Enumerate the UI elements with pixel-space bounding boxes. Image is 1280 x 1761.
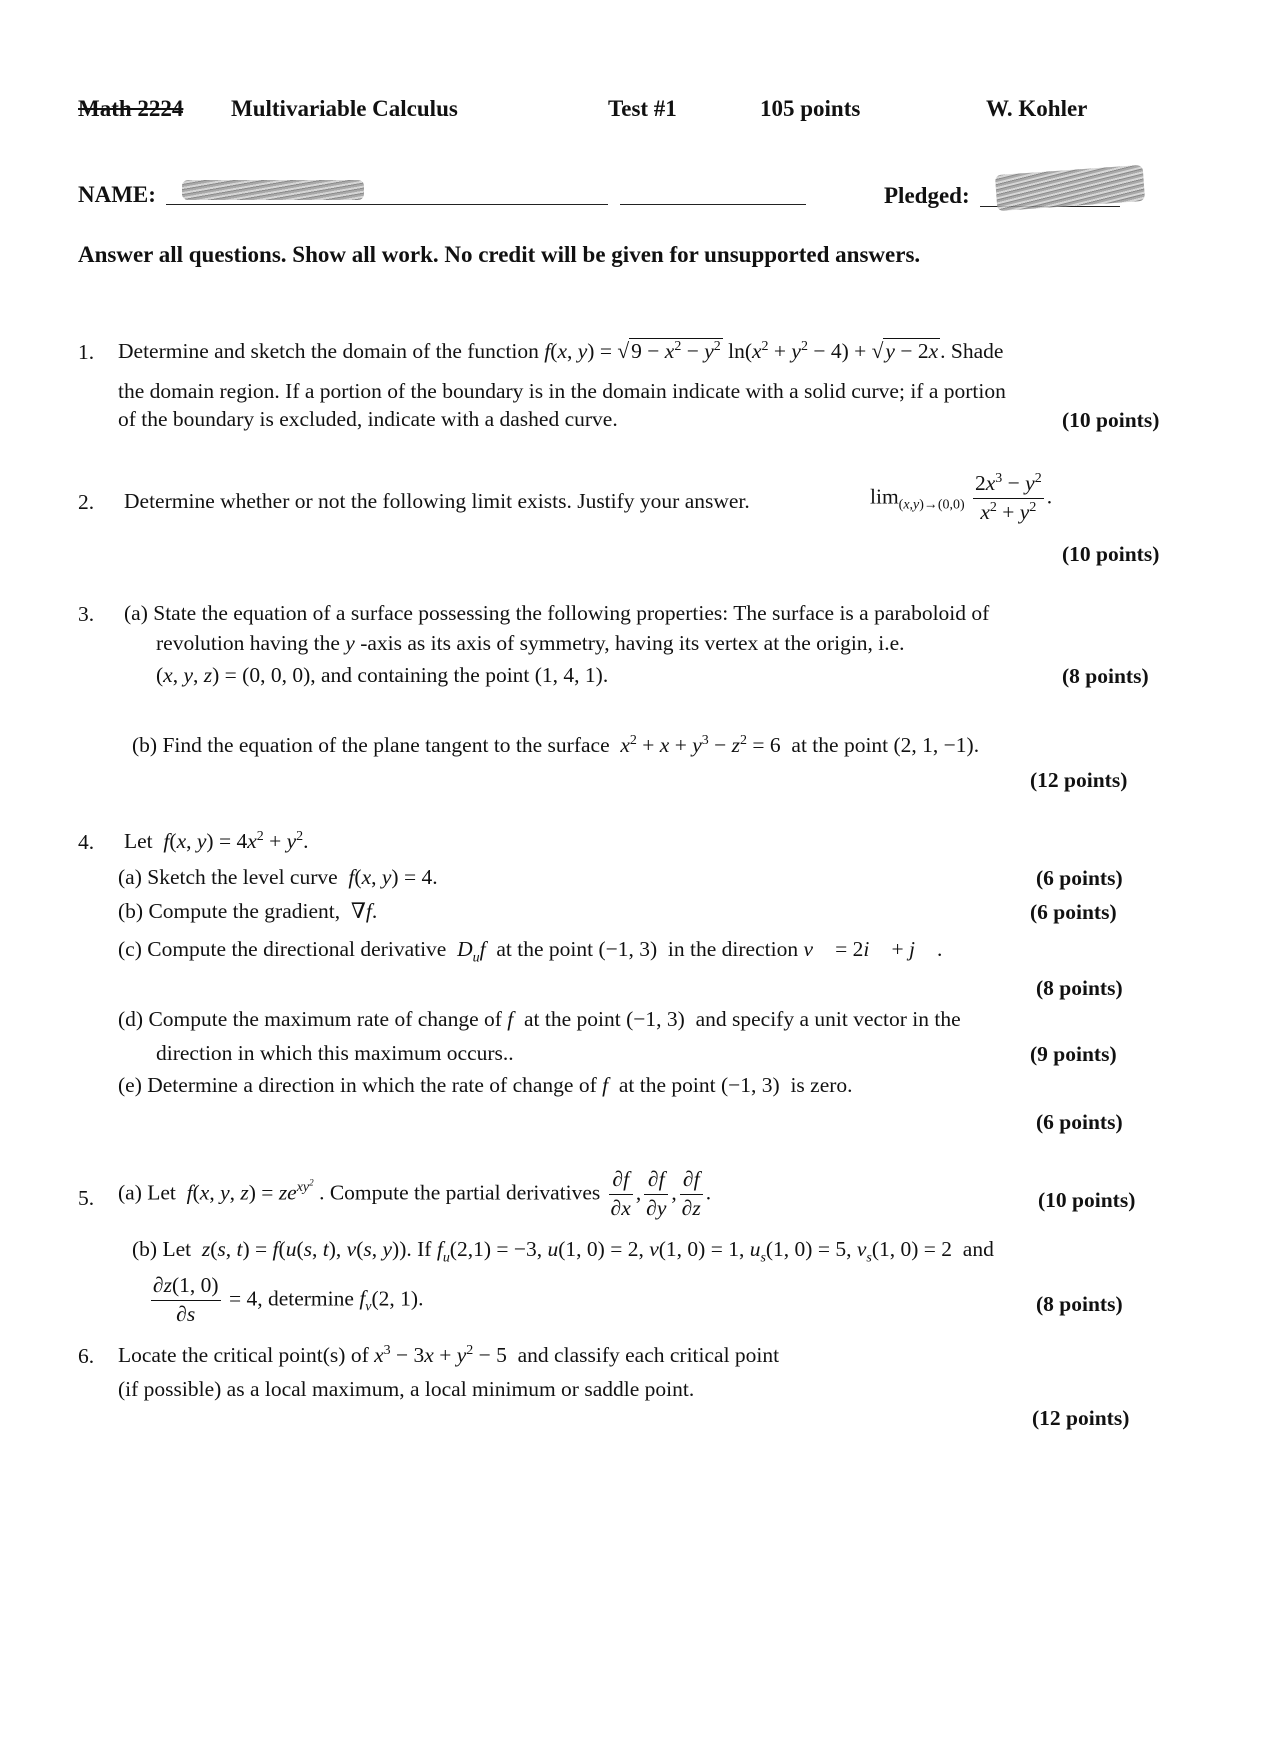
q4e-line: (e) Determine a direction in which the rate of change of f at the point (−1, 3) is zero.	[118, 1073, 853, 1097]
q1-line2: the domain region. If a portion of the boundary is in the domain indicate with a solid curve; if a portion	[118, 379, 1006, 403]
q6-points: (12 points)	[1032, 1406, 1130, 1430]
total-points: 105 points	[760, 96, 861, 121]
name-line-extension	[620, 204, 806, 205]
q4a-points: (6 points)	[1036, 866, 1123, 890]
q3a-line1: (a) State the equation of a surface possessing the following properties: The surface is a paraboloid of	[124, 601, 990, 625]
name-line	[166, 204, 608, 205]
q2-number: 2.	[78, 490, 95, 514]
q5-number: 5.	[78, 1186, 95, 1210]
q4d-line2: direction in which this maximum occurs..	[156, 1041, 514, 1065]
q1-number: 1.	[78, 340, 95, 364]
q2-text: Determine whether or not the following limit exists. Justify your answer.	[124, 489, 750, 513]
q1-points: (10 points)	[1062, 408, 1160, 432]
q4e-points: (6 points)	[1036, 1110, 1123, 1134]
q4b-points: (6 points)	[1030, 900, 1117, 924]
q5b-line2: $\frac{\partial z(1, 0)}{\partial s}$ = 4, determine $f_v(2$, 1).	[153, 1273, 424, 1326]
redacted-signature-scribble	[995, 165, 1145, 211]
q4-definition: Let f(x, $y) = 4x^2 + y^2$.	[124, 828, 309, 853]
instructor: W. Kohler	[986, 96, 1088, 121]
name-label: NAME:	[78, 182, 156, 207]
q3a-line2: revolution having the y -axis as its axis of symmetry, having its vertex at the origin, i.e.	[156, 631, 905, 655]
q4b-line: (b) Compute the gradient, ∇f.	[118, 899, 378, 923]
q4d-points: (9 points)	[1030, 1042, 1117, 1066]
test-number: Test #1	[608, 96, 677, 121]
q3a-line3: (x, y, z) = (0, 0, 0), and containing the point (1, 4, 1).	[156, 663, 609, 687]
q3b-points: (12 points)	[1030, 768, 1128, 792]
q6-line2: (if possible) as a local maximum, a local minimum or saddle point.	[118, 1377, 695, 1401]
q4a-line: (a) Sketch the level curve f(x, y) = 4.	[118, 865, 438, 889]
q1-line1: Determine and sketch the domain of the function f(x, $y) = √9 - x^2 - y^2$ $\ln(x^2 + y^2 - 4) + √y - 2x$. Shade	[118, 338, 1004, 363]
q4c-line: (c) Compute the directional derivative $D_uf$ at the point (−1, 3) in the direction v⃗ = 2i⃗ + j⃗ .	[118, 937, 943, 966]
instructions: Answer all questions. Show all work. No credit will be given for unsupported answers.	[78, 242, 921, 267]
q6-line1: Locate the critical point(s) of $x^3 - 3x + y^2 - 5$ and classify each critical point	[118, 1342, 780, 1367]
q1-line3: of the boundary is excluded, indicate with a dashed curve.	[118, 407, 618, 431]
q4-number: 4.	[78, 830, 95, 854]
q5a-points: (10 points)	[1038, 1188, 1136, 1212]
q4c-points: (8 points)	[1036, 976, 1123, 1000]
q6-number: 6.	[78, 1344, 95, 1368]
q5a-line: (a) Let f(x, y, $z) = ze^{xy^2}$ . Compute the partial derivatives $\frac{\partial f}{\partial x}$ , $\frac{\partial f}{\partial y}$ , $\frac{\partial f}{\partial z}$ .	[118, 1167, 712, 1220]
pledged-label: Pledged:	[884, 183, 970, 208]
redacted-name-scribble	[182, 180, 364, 200]
q5b-line1: (b) Let z(s, t) = f(u(s, t), v(s, y)). If $f_u(2,1) = -3$, u(1, 0) = 2, v(1, 0) = 1, $u_s(1$, 0) = 5, $v_s(1$, 0) = 2 and	[132, 1237, 994, 1266]
q2-limit-expression: $\lim_{(x,y)\to(0,0)}$ $\frac{2x^3 - y^2}{x^2 + y^2}$ .	[870, 470, 1053, 524]
course-code: Math 2224	[78, 96, 184, 121]
q3-number: 3.	[78, 602, 95, 626]
q4d-line1: (d) Compute the maximum rate of change of f at the point (−1, 3) and specify a unit vector in the	[118, 1007, 961, 1031]
q3b-line: (b) Find the equation of the plane tangent to the surface $x^2 + x + y^3 - z^2 = 6$ at the point (2, 1, −1).	[132, 732, 980, 757]
q3a-points: (8 points)	[1062, 664, 1149, 688]
q5b-points: (8 points)	[1036, 1292, 1123, 1316]
course-title: Multivariable Calculus	[231, 96, 458, 121]
q2-points: (10 points)	[1062, 542, 1160, 566]
